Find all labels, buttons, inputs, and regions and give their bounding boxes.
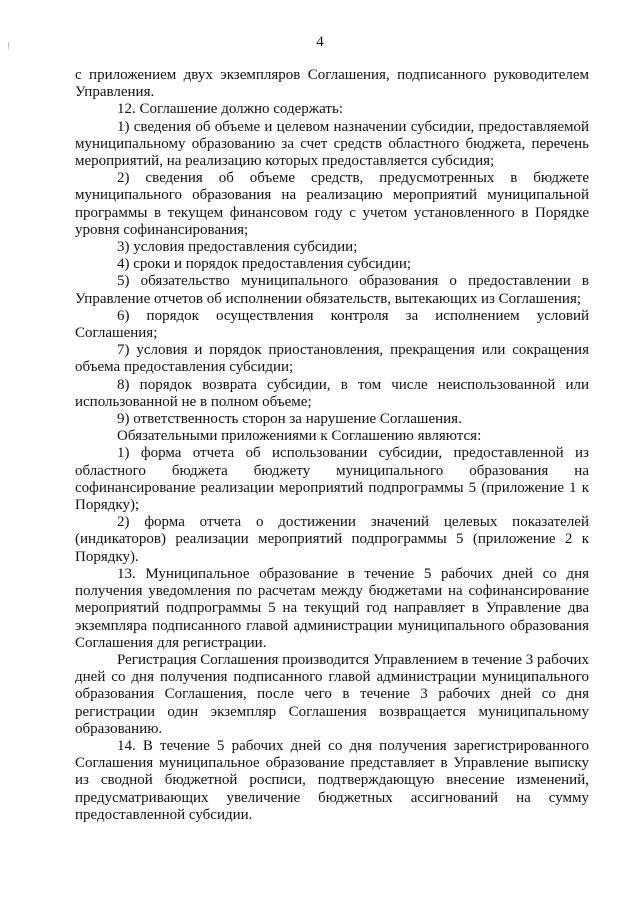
paragraph-item-1: 1) сведения об объеме и целевом назначении субсидии, предоставляемой муниципальному образованию за счет средств областного бюджета, перечень мероприятий, на реализацию которых предоставляется субсидия;	[75, 118, 589, 170]
paragraph-appendices-heading: Обязательными приложениями к Соглашению являются:	[117, 428, 482, 445]
paragraph-item-2: 2) сведения об объеме средств, предусмотренных в бюджете муниципального образования на реализацию мероприятий муниципальной программы в текущем финансовом году с учетом установленного в Порядке уровня софинансирования;	[75, 170, 589, 238]
paragraph-item-7: 7) условия и порядок приостановления, прекращения или сокращения объема предоставления субсидии;	[75, 342, 589, 376]
paragraph-section-14: 14. В течение 5 рабочих дней со дня получения зарегистрированного Соглашения муниципальное образование представляет в Управление выписку из сводной бюджетной росписи, подтверждающую внесение изменений, предусматривающих увеличение бюджетных ассигнований на сумму предоставленной субсидии.	[75, 737, 589, 823]
paragraph-appendix-2: 2) форма отчета о достижении значений целевых показателей (индикаторов) реализации мероприятий подпрограммы 5 (приложение 2 к Порядку).	[75, 514, 589, 565]
paragraph-registration: Регистрация Соглашения производится Управлением в течение 3 рабочих дней со дня получения подписанного главой администрации муниципального образования Соглашения, после чего в течение 3 рабочих дней со дня регистрации один экземпляр Соглашения возвращается муниципальному образованию.	[75, 651, 589, 737]
document-body	[75, 67, 589, 824]
paragraph-item-4: 4) сроки и порядок предоставления субсидии;	[117, 256, 412, 273]
paragraph-appendix-1: 1) форма отчета об использовании субсидии, предоставленной из областного бюджета бюджету муниципального образования на софинансирование реализации мероприятий подпрограммы 5 (приложение 1 к Порядку);	[75, 445, 589, 514]
paragraph-section-12-heading: 12. Соглашение должно содержать:	[117, 101, 343, 118]
paragraph-section-13: 13. Муниципальное образование в течение 5 рабочих дней со дня получения уведомления по расчетам между бюджетами на софинансирование мероприятий подпрограммы 5 на текущий год направляет в Управление два экземпляра подписанного главой администрации муниципального образования Соглашения для регистрации.	[75, 565, 589, 651]
paragraph-item-3: 3) условия предоставления субсидии;	[117, 239, 358, 256]
paragraph-item-6: 6) порядок осуществления контроля за исполнением условий Соглашения;	[75, 307, 589, 342]
paragraph-item-9: 9) ответственность сторон за нарушение Соглашения.	[117, 411, 462, 428]
paragraph-continuation: с приложением двух экземпляров Соглашения, подписанного руководителем Управления.	[75, 67, 589, 101]
page-number: 4	[316, 34, 324, 50]
paragraph-item-8: 8) порядок возврата субсидии, в том числе неиспользованной или использованной не в полном объеме;	[75, 376, 589, 410]
paragraph-item-5: 5) обязательство муниципального образования о предоставлении в Управление отчетов об исполнении обязательств, вытекающих из Соглашения;	[75, 273, 589, 307]
